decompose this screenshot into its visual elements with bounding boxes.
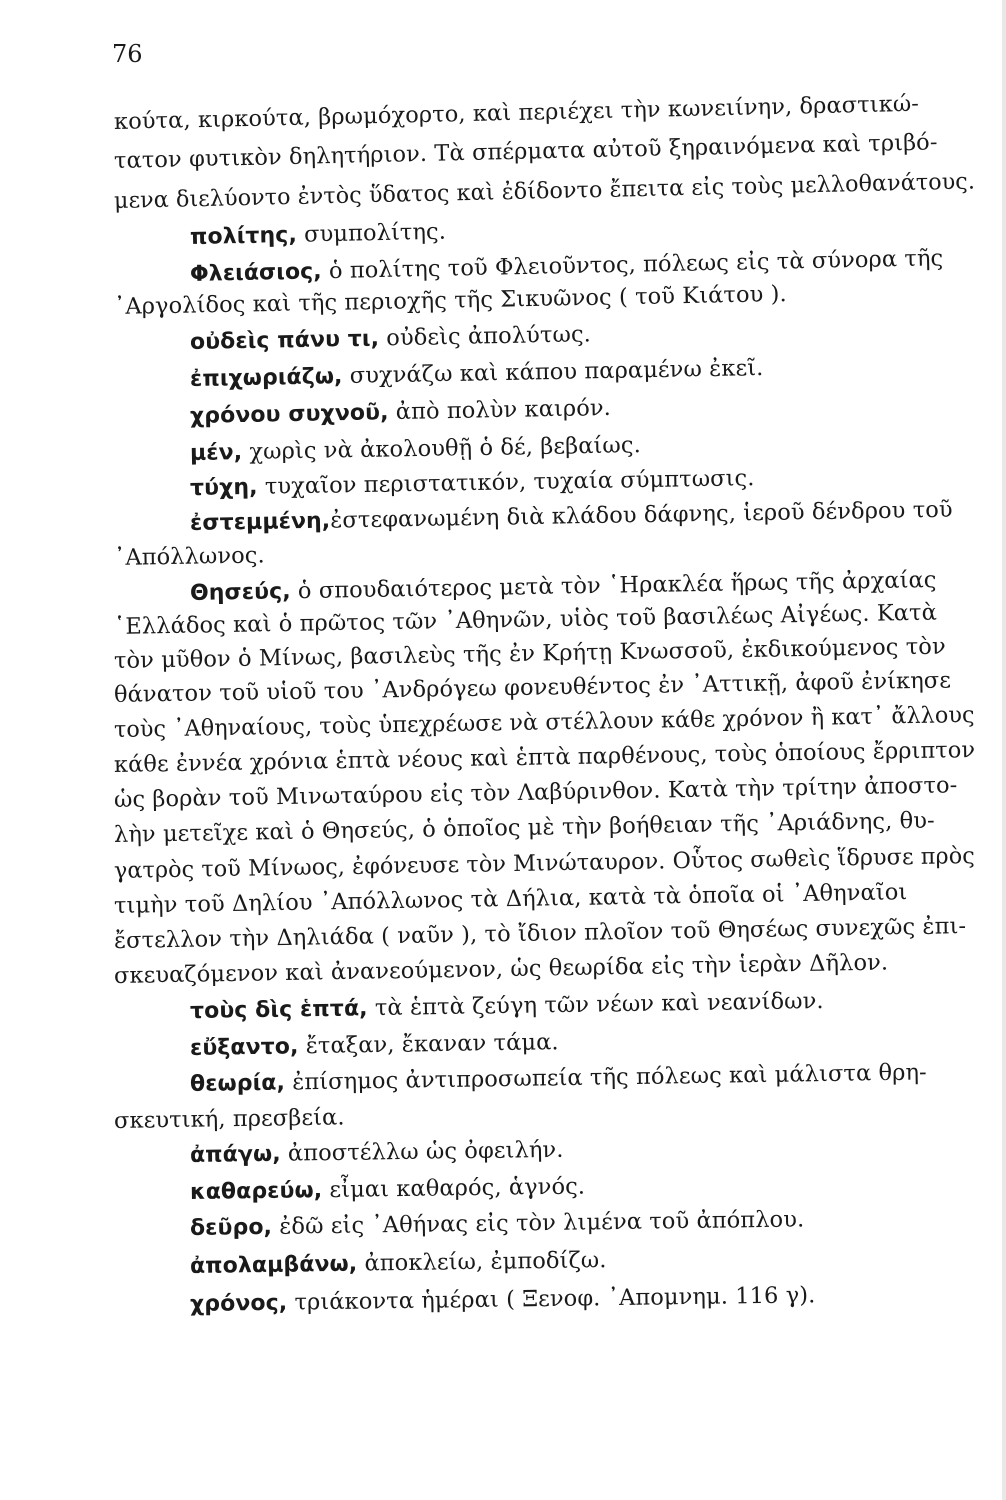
page-number: 76	[112, 40, 143, 68]
glossary-entry	[190, 463, 755, 504]
headword: χρόνος,	[189, 1290, 288, 1317]
glossary-entry	[190, 986, 824, 1027]
glossary-entry	[190, 1171, 586, 1208]
headword: χρόνου συχνοῦ,	[189, 400, 389, 429]
definition: χωρὶς νὰ ἀκολουθῇ ὁ δέ, βεβαίως.	[241, 432, 642, 466]
line-text: ᾿Αργολίδος καὶ τῆς περιοχῆς τῆς Σικυῶνος ( τοῦ Κιάτου ).	[113, 281, 788, 320]
headword: ἀπάγω,	[189, 1141, 281, 1168]
line-text: θάνατον τοῦ υἱοῦ του ᾿Ανδρόγεω φονευθέντος ἐν ᾿Αττικῇ, ἀφοῦ ἐνίκησε	[113, 667, 952, 708]
line-text: κούτα, κιρκούτα, βρωμόχορτο, καὶ περιέχει τὴν κωνειίνην, δραστικώ-	[113, 90, 920, 135]
line-text: σκευτική, πρεσβεία.	[113, 1104, 345, 1134]
headword: ἀπολαμβάνω,	[189, 1251, 358, 1279]
glossary-entry	[190, 1245, 607, 1282]
definition: ἐστεφανωμένη διὰ κλάδου δάφνης, ἱεροῦ δένδρου τοῦ	[330, 496, 953, 534]
text-line	[114, 127, 938, 176]
glossary-entry	[190, 1027, 559, 1064]
headword: οὐδεὶς πάνυ τι,	[189, 326, 380, 355]
text-line	[114, 947, 889, 991]
line-text: μενα διελύοντο ἐντὸς ὕδατος καὶ ἐδίδοντο ἔπειτα εἰς τοὺς μελλοθανάτους.	[113, 168, 976, 214]
headword: θεωρία,	[189, 1070, 286, 1097]
definition: ἐπίσημος ἀντιπροσωπεία τῆς πόλεως καὶ μάλιστα θρη-	[284, 1059, 927, 1096]
headword: δεῦρο,	[189, 1214, 273, 1241]
glossary-entry	[190, 319, 591, 358]
definition: ἀπὸ πολὺν καιρόν.	[388, 394, 612, 426]
headword: τύχη,	[189, 474, 258, 501]
glossary-entry	[190, 1057, 927, 1100]
definition: τυχαῖον περιστατικόν, τυχαία σύμπτωσις.	[257, 465, 755, 500]
line-text: τὸν μῦθον ὁ Μίνως, βασιλεὺς τῆς ἐν Κρήτῃ Κνωσσοῦ, ἐκδικούμενος τὸν	[113, 633, 946, 674]
text-line	[114, 166, 976, 216]
definition: εἶμαι καθαρός, ἁγνός.	[322, 1173, 586, 1204]
headword: ἐπιχωριάζω,	[189, 364, 343, 392]
headword: Θησεύς,	[189, 579, 291, 606]
glossary-entry	[190, 353, 764, 395]
text-line	[114, 1102, 345, 1136]
definition: ἀποκλείω, ἐμποδίζω.	[357, 1247, 607, 1277]
line-text: ῾Ελλάδος καὶ ὁ πρῶτος τῶν ᾿Αθηνῶν, υἱὸς τοῦ βασιλέως Αἰγέως. Κατὰ	[113, 599, 938, 640]
glossary-entry	[190, 1135, 564, 1171]
glossary-entry	[190, 1204, 805, 1244]
line-text: τιμὴν τοῦ Δηλίου ᾿Απόλλωνος τὰ Δήλια, κατὰ τὰ ὁποῖα οἱ ᾿Αθηναῖοι	[113, 879, 908, 919]
headword: Φλειάσιος,	[189, 259, 323, 287]
glossary-entry	[190, 393, 612, 432]
headword: μέν,	[189, 440, 243, 466]
headword: καθαρεύω,	[189, 1178, 323, 1205]
glossary-entry	[190, 1280, 816, 1320]
page-edge-shadow	[1002, 0, 1006, 1500]
definition: συχνάζω καὶ κάπου παραμένω ἐκεῖ.	[342, 354, 764, 390]
line-text: σκευαζόμενον καὶ ἀνανεούμενον, ὡς θεωρίδα εἰς τὴν ἱερὰν Δῆλον.	[113, 949, 889, 989]
line-text: λὴν μετεῖχε καὶ ὁ Θησεύς, ὁ ὁποῖος μὲ τὴν βοήθειαν τῆς ᾿Αριάδνης, θυ-	[113, 807, 935, 848]
definition: ἐδῶ εἰς ᾿Αθήνας εἰς τὸν λιμένα τοῦ ἀπόπλου.	[271, 1206, 805, 1240]
line-text: κάθε ἐννέα χρόνια ἑπτὰ νέους καὶ ἑπτὰ παρθένους, τοὺς ὁποίους ἔρριπτον	[113, 736, 976, 778]
glossary-entry	[190, 217, 447, 253]
line-text: τοὺς ᾿Αθηναίους, τοὺς ὑπεχρέωσε νὰ στέλλουν κάθε χρόνον ἢ κατ᾿ ἄλλους	[113, 701, 975, 743]
headword: τοὺς δὶς ἑπτά,	[189, 996, 368, 1024]
definition: οὐδεὶς ἀπολύτως.	[378, 321, 592, 352]
headword: ἐστεμμένη,	[189, 508, 331, 536]
line-text: ἔστελλον τὴν Δηλιάδα ( ναῦν ), τὸ ἴδιον πλοῖον τοῦ Θησέως συνεχῶς ἐπι-	[113, 913, 967, 954]
line-text: γατρὸς τοῦ Μίνωος, ἐφόνευσε τὸν Μινώταυρον. Οὗτος σωθεὶς ἵδρυσε πρὸς	[113, 842, 976, 884]
definition: ἀποστέλλω ὡς ὀφειλήν.	[280, 1136, 564, 1167]
definition: συμπολίτης.	[296, 218, 447, 248]
line-text: τατον φυτικὸν δηλητήριον. Τὰ σπέρματα αὐτοῦ ξηραινόμενα καὶ τριβό-	[113, 129, 938, 174]
definition: τριάκοντα ἡμέραι ( Ξενοφ. ᾿Απομνημ. 116 γ).	[287, 1282, 816, 1316]
definition: ὁ σπουδαιότερος μετὰ τὸν ῾Ηρακλέα ἥρως τῆς ἀρχαίας	[290, 566, 937, 605]
line-text: ᾿Απόλλωνος.	[113, 542, 265, 571]
headword: εὔξαντο,	[189, 1034, 299, 1061]
glossary-entry	[190, 430, 641, 469]
headword: πολίτης,	[189, 222, 298, 250]
definition: ὁ πολίτης τοῦ Φλειοῦντος, πόλεως εἰς τὰ σύνορα τῆς	[321, 245, 944, 285]
line-text: ὡς βορὰν τοῦ Μινωταύρου εἰς τὸν Λαβύρινθον. Κατὰ τὴν τρίτην ἀποστο-	[113, 772, 958, 813]
definition: τὰ ἑπτὰ ζεύγη τῶν νέων καὶ νεανίδων.	[367, 988, 824, 1022]
definition: ἔταξαν, ἔκαναν τάμα.	[298, 1029, 559, 1060]
text-line	[114, 540, 265, 573]
